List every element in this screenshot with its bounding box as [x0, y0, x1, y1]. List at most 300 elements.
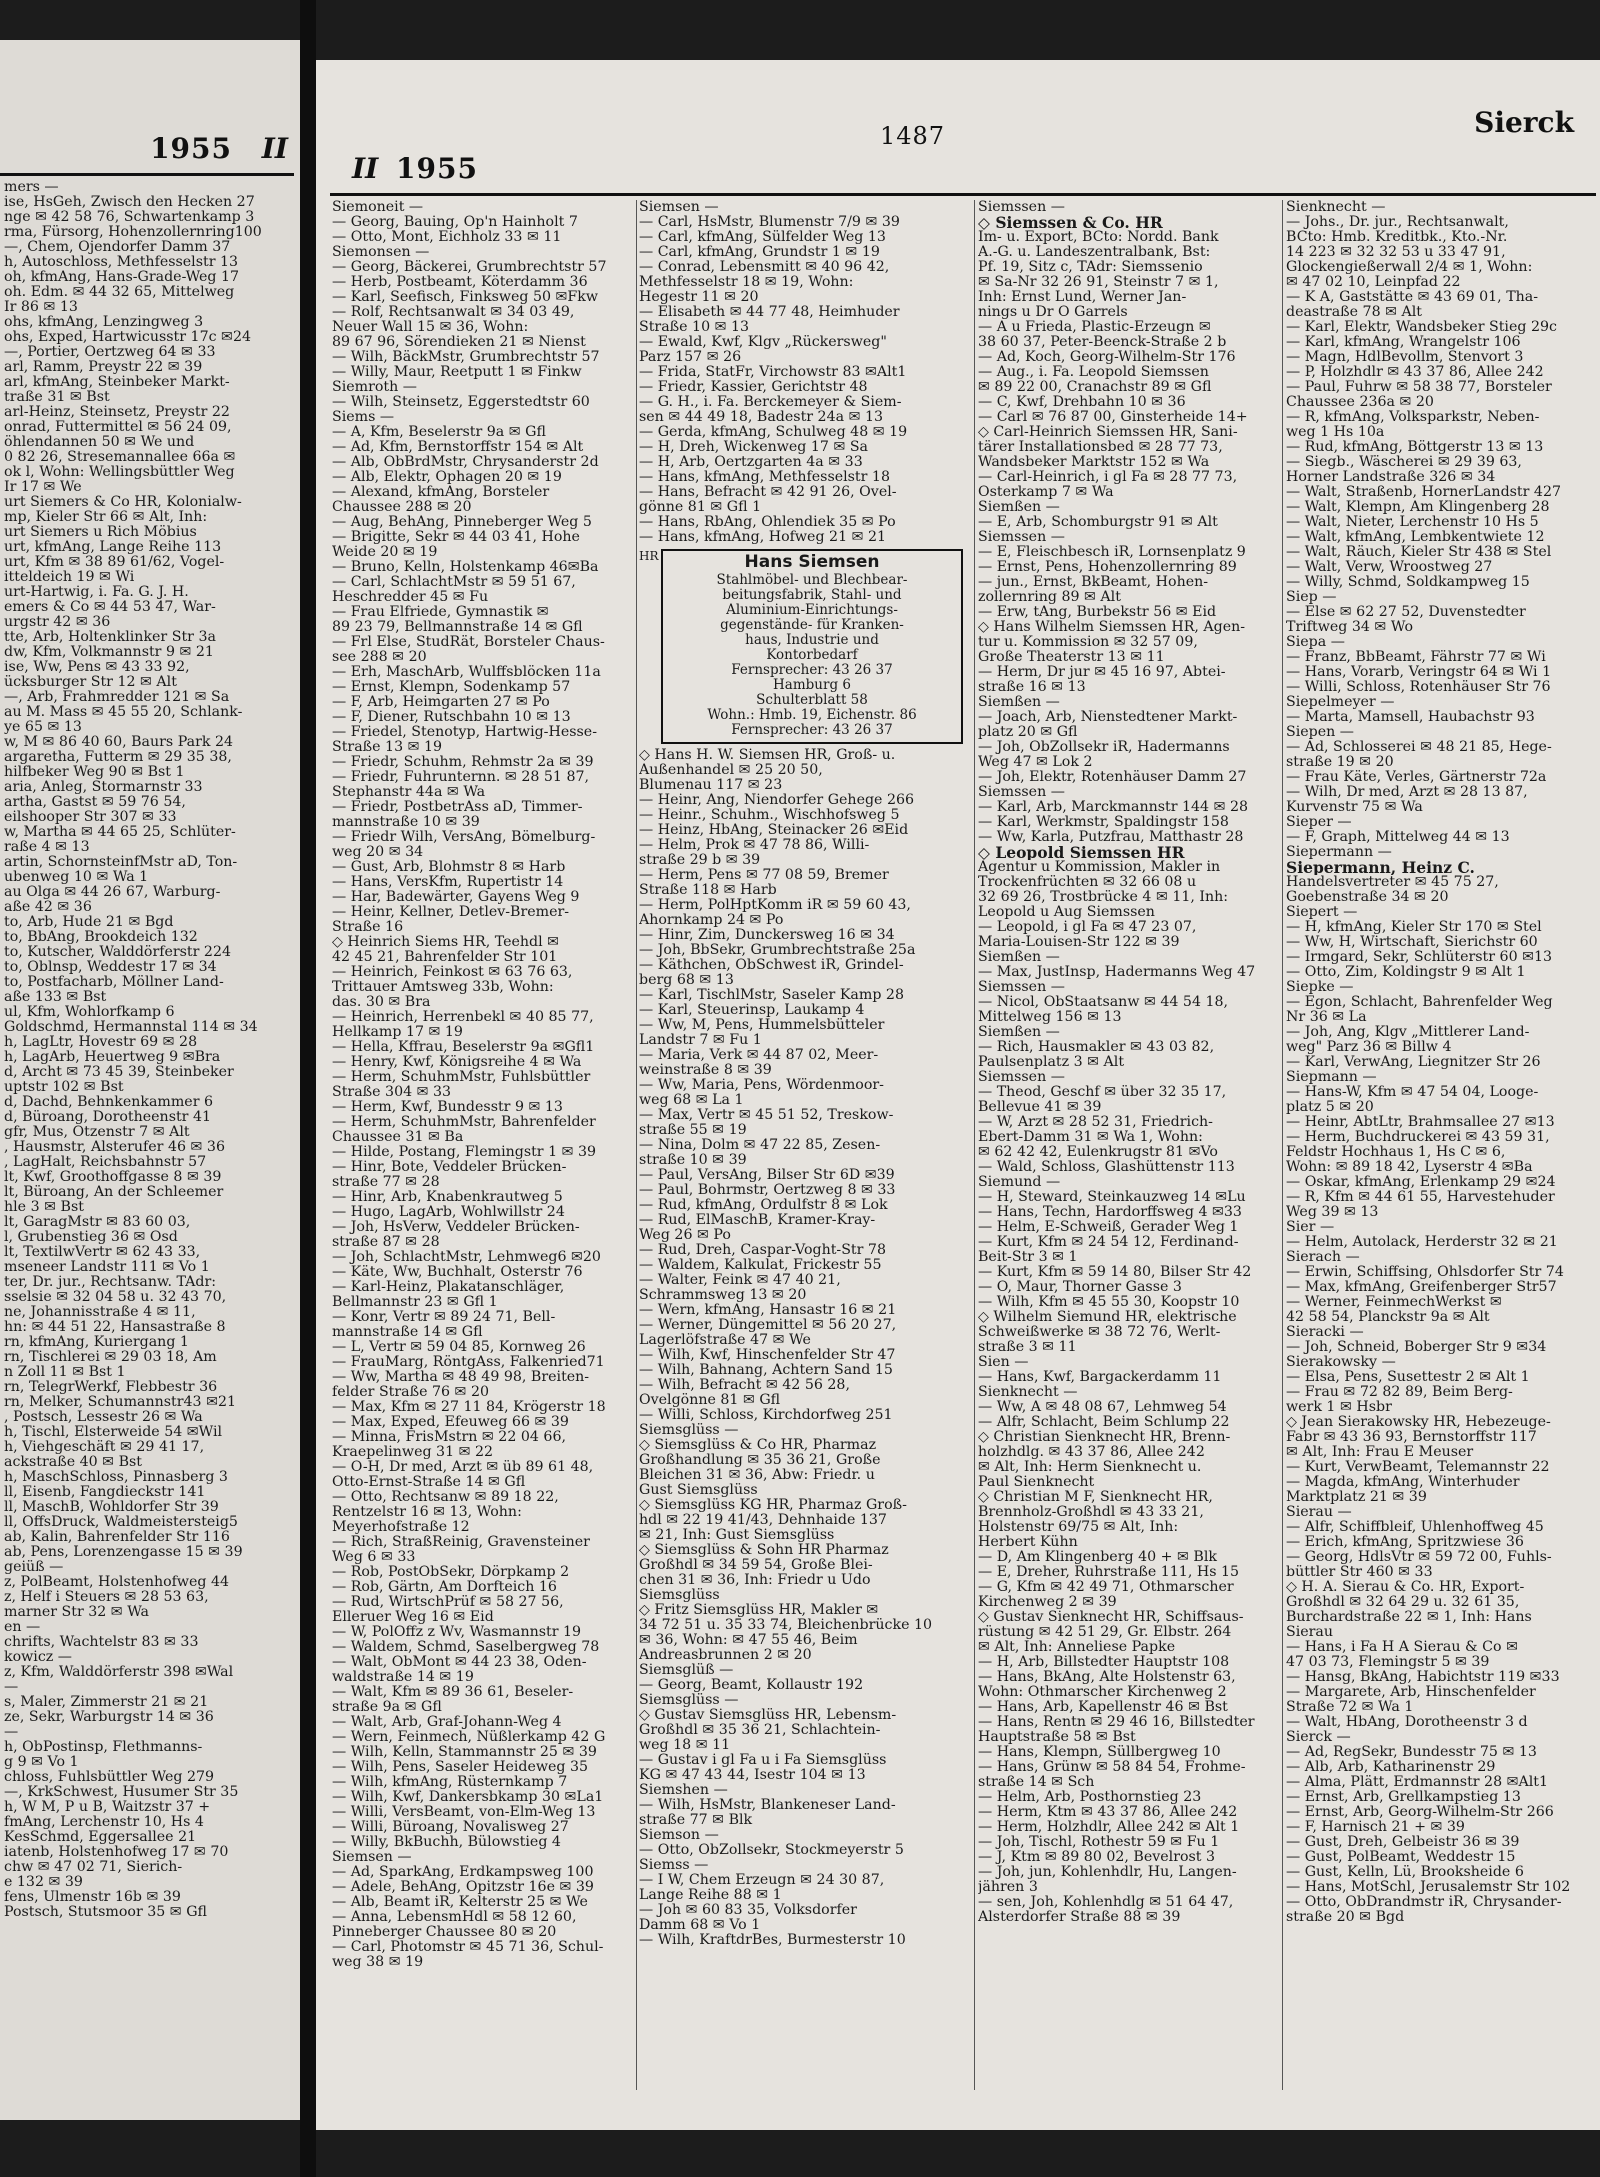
- directory-entry-line: sen ✉ 44 49 18, Badestr 24a ✉ 13: [639, 410, 884, 425]
- directory-entry-line: mp, Kieler Str 66 ✉ Alt, Inh:: [4, 510, 208, 525]
- directory-entry-line: — C, Kwf, Drehbahn 10 ✉ 36: [978, 395, 1186, 410]
- directory-entry-line: emers & Co ✉ 44 53 47, War-: [4, 600, 216, 615]
- directory-entry-line: Siemssen —: [978, 200, 1065, 215]
- directory-entry-line: platz 5 ✉ 20: [1286, 1100, 1374, 1115]
- directory-entry-line: das. 30 ✉ Bra: [332, 995, 431, 1010]
- directory-entry-line: — Joach, Arb, Nienstedtener Markt-: [978, 710, 1238, 725]
- directory-entry-line: KG ✉ 47 43 44, Isestr 104 ✉ 13: [639, 1768, 866, 1783]
- directory-entry-line: — Karl, Elektr, Wandsbeker Stieg 29c: [1286, 320, 1557, 335]
- directory-entry-line: Große Theaterstr 13 ✉ 11: [978, 650, 1165, 665]
- directory-entry-line: Im- u. Export, BCto: Nordd. Bank: [978, 230, 1219, 245]
- right-header-year: 1955: [396, 152, 478, 185]
- directory-entry-line: hle 3 ✉ Bst: [4, 1200, 84, 1215]
- directory-entry-line: 89 67 96, Sörendieken 21 ✉ Nienst: [332, 335, 586, 350]
- directory-entry-line: artin, SchornsteinfMstr aD, Ton-: [4, 855, 238, 870]
- directory-entry-line: Sien —: [978, 1355, 1029, 1370]
- directory-entry-line: — Max, Kfm ✉ 27 11 84, Krögerstr 18: [332, 1400, 606, 1415]
- directory-entry-line: Paulsenplatz 3 ✉ Alt: [978, 1055, 1125, 1070]
- directory-entry-line: — Hans, Klempn, Süllbergweg 10: [978, 1745, 1221, 1760]
- directory-entry-line: — H, Arb, Billstedter Hauptstr 108: [978, 1655, 1230, 1670]
- directory-entry-line: — O-H, Dr med, Arzt ✉ üb 89 61 48,: [332, 1460, 594, 1475]
- directory-entry-line: Goldschmd, Hermannstal 114 ✉ 34: [4, 1020, 258, 1035]
- directory-entry-line: Triftweg 34 ✉ Wo: [1286, 620, 1413, 635]
- directory-entry-line: — Heinr., Schuhm., Wischhofsweg 5: [639, 808, 900, 823]
- directory-entry-line: — Wilh, Dr med, Arzt ✉ 28 13 87,: [1286, 785, 1528, 800]
- directory-entry-line: sselsie ✉ 32 04 58 u. 32 43 70,: [4, 1290, 227, 1305]
- directory-entry-line: — Käte, Ww, Buchhalt, Osterstr 76: [332, 1265, 583, 1280]
- directory-entry-line: ◇ Siemsglüss & Co HR, Pharmaz: [639, 1438, 877, 1453]
- directory-entry-line: — Otto, ObDrandmstr iR, Chrysander-: [1286, 1895, 1562, 1910]
- directory-entry-line: — Joh, jun, Kohlenhdlr, Hu, Langen-: [978, 1865, 1237, 1880]
- directory-entry-line: — Ewald, Kwf, Klgv „Rückersweg": [639, 335, 887, 350]
- directory-entry-line: w, Martha ✉ 44 65 25, Schlüter-: [4, 825, 236, 840]
- directory-entry-line: hdl ✉ 22 19 41/43, Dehnhaide 137: [639, 1513, 887, 1528]
- directory-entry-line: — Kurt, VerwBeamt, Telemannstr 22: [1286, 1460, 1550, 1475]
- directory-entry-line: — Wilh, KraftdrBes, Burmesterstr 10: [639, 1933, 906, 1948]
- directory-entry-line: — Frau Elfriede, Gymnastik ✉: [332, 605, 549, 620]
- directory-entry-line: ab, Pens, Lorenzengasse 15 ✉ 39: [4, 1545, 243, 1560]
- directory-entry-line: d, Archt ✉ 73 45 39, Steinbeker: [4, 1065, 234, 1080]
- directory-entry-line: urt Siemers & Co HR, Kolonialw-: [4, 495, 242, 510]
- directory-entry-line: straße 29 b ✉ 39: [639, 853, 761, 868]
- directory-entry-line: z, Helf i Steuers ✉ 28 53 63,: [4, 1590, 209, 1605]
- directory-entry-line: — Paul, Fuhrw ✉ 58 38 77, Borsteler: [1286, 380, 1552, 395]
- directory-entry-line: — Friedr Wilh, VersAng, Bömelburg-: [332, 830, 596, 845]
- directory-entry-line: ok l, Wohn: Wellingsbüttler Weg: [4, 465, 235, 480]
- directory-entry-line: — Magda, kfmAng, Winterhuder: [1286, 1475, 1520, 1490]
- directory-entry-line: Siepke —: [1286, 980, 1354, 995]
- directory-entry-line: traße 31 ✉ Bst: [4, 390, 110, 405]
- directory-entry-line: — Karl, Seefisch, Finksweg 50 ✉Fkw: [332, 290, 599, 305]
- directory-entry-line: — Georg, HdlsVtr ✉ 59 72 00, Fuhls-: [1286, 1550, 1552, 1565]
- directory-entry-line: Kirchenweg 2 ✉ 39: [978, 1595, 1117, 1610]
- directory-entry-line: Inh: Ernst Lund, Werner Jan-: [978, 290, 1187, 305]
- directory-entry-line: Wohn: ✉ 89 18 42, Lyserstr 4 ✉Ba: [1286, 1160, 1533, 1175]
- directory-entry-line: A.-G. u. Landeszentralbank, Bst:: [978, 245, 1211, 260]
- directory-entry-line: geiüß —: [4, 1560, 64, 1575]
- directory-entry-line: — Max, Vertr ✉ 45 51 52, Treskow-: [639, 1108, 894, 1123]
- directory-entry-line: straße 10 ✉ 39: [639, 1153, 747, 1168]
- directory-entry-line: — Friedr, PostbetrAss aD, Timmer-: [332, 800, 583, 815]
- directory-entry-line: ✉ Alt, Inh: Herm Sienknecht u.: [978, 1460, 1202, 1475]
- directory-entry-line: w, M ✉ 86 40 60, Baurs Park 24: [4, 735, 234, 750]
- directory-entry-line: — Alb, ObBrdMstr, Chrysanderstr 2d: [332, 455, 599, 470]
- directory-entry-line: — Joh, Schneid, Boberger Str 9 ✉34: [1286, 1340, 1547, 1355]
- directory-entry-line: Agentur u Kommission, Makler in: [978, 860, 1221, 875]
- directory-entry-line: — Wilh, kfmAng, Rüsternkamp 7: [332, 1775, 568, 1790]
- directory-entry-line: Großhandlung ✉ 35 36 21, Große: [639, 1453, 881, 1468]
- directory-entry-line: — Hilde, Postang, Flemingstr 1 ✉ 39: [332, 1145, 597, 1160]
- directory-entry-line: ◇ Jean Sierakowsky HR, Hebezeuge-: [1286, 1415, 1551, 1430]
- directory-entry-line: tärer Installationsbed ✉ 28 77 73,: [978, 440, 1223, 455]
- directory-entry-line: — Gustav i gl Fa u i Fa Siemsglüss: [639, 1753, 887, 1768]
- directory-entry-line: — Walt, Kfm ✉ 89 36 61, Beseler-: [332, 1685, 574, 1700]
- directory-entry-line: — Joh, BbSekr, Grumbrechtstraße 25a: [639, 943, 916, 958]
- directory-entry-line: — Har, Badewärter, Gayens Weg 9: [332, 890, 580, 905]
- directory-entry-line: — Heinrich, Feinkost ✉ 63 76 63,: [332, 965, 573, 980]
- directory-entry-line: 47 03 73, Flemingstr 5 ✉ 39: [1286, 1655, 1490, 1670]
- directory-entry-line: mseneer Landstr 111 ✉ Vo 1: [4, 1260, 210, 1275]
- directory-entry-line: — Erwin, Schiffsing, Ohlsdorfer Str 74: [1286, 1265, 1564, 1280]
- directory-entry-line: straße 20 ✉ Bgd: [1286, 1910, 1405, 1925]
- directory-entry-line: Nr 36 ✉ La: [1286, 1010, 1367, 1025]
- directory-entry-line: —: [4, 1680, 19, 1695]
- directory-entry-line: — Walt, ObMont ✉ 44 23 38, Oden-: [332, 1655, 587, 1670]
- directory-entry-line: urt-Hartwig, i. Fa. G. J. H.: [4, 585, 189, 600]
- directory-entry-line: nge ✉ 42 58 76, Schwartenkamp 3: [4, 210, 255, 225]
- directory-entry-line: ✉ 47 02 10, Leinpfad 22: [1286, 275, 1461, 290]
- directory-entry-line: — Elsa, Pens, Susettestr 2 ✉ Alt 1: [1286, 1370, 1530, 1385]
- directory-entry-line: — Anna, LebensmHdl ✉ 58 12 60,: [332, 1910, 577, 1925]
- directory-entry-line: artha, Gastst ✉ 59 76 54,: [4, 795, 186, 810]
- right-header-part: II: [352, 152, 379, 185]
- directory-entry-line: ll, OffsDruck, Waldmeistersteig5: [4, 1515, 238, 1530]
- directory-entry-line: öhlendannen 50 ✉ We und: [4, 435, 195, 450]
- directory-entry-line: — Herm, Ktm ✉ 43 37 86, Allee 242: [978, 1805, 1238, 1820]
- directory-entry-line: zollernring 89 ✉ Alt: [978, 590, 1121, 605]
- directory-entry-line: Osterkamp 7 ✉ Wa: [978, 485, 1114, 500]
- directory-entry-line: Bleichen 31 ✉ 36, Abw: Friedr. u: [639, 1468, 875, 1483]
- directory-entry-line: arl, Ramm, Preystr 22 ✉ 39: [4, 360, 203, 375]
- directory-entry-line: Otto-Ernst-Straße 14 ✉ Gfl: [332, 1475, 526, 1490]
- running-head: Sierck: [1474, 106, 1574, 139]
- directory-entry-line: ◇ Christian M F, Sienknecht HR,: [978, 1490, 1213, 1505]
- directory-entry-line: —, Arb, Frahmredder 121 ✉ Sa: [4, 690, 230, 705]
- directory-entry-line: weg 1 Hs 10a: [1286, 425, 1385, 440]
- directory-entry-line: — W, PolOffz z Wv, Wasmannstr 19: [332, 1625, 582, 1640]
- directory-entry-line: haus, Industrie und: [745, 632, 879, 648]
- directory-entry-line: Schweißwerke ✉ 38 72 76, Werlt-: [978, 1325, 1221, 1340]
- directory-entry-line: lt, Büroang, An der Schleemer: [4, 1185, 224, 1200]
- directory-entry-line: — Heinr, Kellner, Detlev-Bremer-: [332, 905, 570, 920]
- directory-entry-line: straße 55 ✉ 19: [639, 1123, 747, 1138]
- directory-entry-line: to, Postfacharb, Möllner Land-: [4, 975, 224, 990]
- directory-entry-line: Siemßen —: [978, 950, 1060, 965]
- directory-entry-line: Kurvenstr 75 ✉ Wa: [1286, 800, 1423, 815]
- directory-entry-line: — Herb, Postbeamt, Köterdamm 36: [332, 275, 588, 290]
- directory-entry-line: — Hansg, BkAng, Habichtstr 119 ✉33: [1286, 1670, 1560, 1685]
- directory-entry-line: werk 1 ✉ Hsbr: [1286, 1400, 1392, 1415]
- directory-entry-line: au M. Mass ✉ 45 55 20, Schlank-: [4, 705, 243, 720]
- directory-entry-line: — Gust, Kelln, Lü, Brooksheide 6: [1286, 1865, 1524, 1880]
- directory-entry-line: ye 65 ✉ 13: [4, 720, 82, 735]
- directory-entry-line: felder Straße 76 ✉ 20: [332, 1385, 490, 1400]
- directory-entry-line: Siemssen —: [978, 980, 1065, 995]
- directory-entry-line: — Heinr, Ang, Niendorfer Gehege 266: [639, 793, 915, 808]
- directory-entry-line: h, W M, P u B, Waitzstr 37 +: [4, 1800, 211, 1815]
- directory-entry-line: — Siegb., Wäscherei ✉ 29 39 63,: [1286, 455, 1522, 470]
- directory-entry-line: — Ww, Martha ✉ 48 49 98, Breiten-: [332, 1370, 590, 1385]
- directory-entry-line: Straße 13 ✉ 19: [332, 740, 443, 755]
- directory-entry-line: arl, kfmAng, Steinbeker Markt-: [4, 375, 230, 390]
- directory-entry-line: Außenhandel ✉ 25 20 50,: [639, 763, 823, 778]
- directory-entry-line: — Willy, BkBuchh, Bülowstieg 4: [332, 1835, 561, 1850]
- directory-entry-line: — Wilh, Kwf, Hinschenfelder Str 47: [639, 1348, 896, 1363]
- directory-entry-line: urgstr 42 ✉ 36: [4, 615, 111, 630]
- directory-entry-line: Alsterdorfer Straße 88 ✉ 39: [978, 1910, 1181, 1925]
- directory-entry-line: — G, Kfm ✉ 42 49 71, Othmarscher: [978, 1580, 1234, 1595]
- directory-entry-line: Meyerhofstraße 12: [332, 1520, 470, 1535]
- directory-entry-line: Kraepelinweg 31 ✉ 22: [332, 1445, 494, 1460]
- directory-entry-line: Hellkamp 17 ✉ 19: [332, 1025, 463, 1040]
- directory-entry-line: — Ww, Maria, Pens, Wördenmoor-: [639, 1078, 884, 1093]
- directory-entry-line: gönne 81 ✉ Gfl 1: [639, 500, 762, 515]
- directory-entry-line: — Carl, SchlachtMstr ✉ 59 51 67,: [332, 575, 576, 590]
- directory-entry-line: see 288 ✉ 20: [332, 650, 427, 665]
- directory-entry-line: — Konr, Vertr ✉ 89 24 71, Bell-: [332, 1310, 556, 1325]
- directory-entry-line: — Alexand, kfmAng, Borsteler: [332, 485, 550, 500]
- directory-entry-line: —: [4, 1725, 19, 1740]
- directory-entry-line: Rentzelstr 16 ✉ 13, Wohn:: [332, 1505, 522, 1520]
- directory-entry-line: Fernsprecher: 43 26 37: [731, 722, 893, 738]
- directory-entry-line: — Hans, Vorarb, Veringstr 64 ✉ Wi 1: [1286, 665, 1552, 680]
- directory-entry-line: — Walt, HbAng, Dorotheenstr 3 d: [1286, 1715, 1528, 1730]
- directory-entry-line: — Karl, Arb, Marckmannstr 144 ✉ 28: [978, 800, 1249, 815]
- directory-entry-line: Siemssen —: [978, 530, 1065, 545]
- directory-entry-line: — Rud, ElMaschB, Kramer-Kray-: [639, 1213, 876, 1228]
- directory-entry-line: Wohn: Othmarscher Kirchenweg 2: [978, 1685, 1227, 1700]
- directory-entry-line: ◇ Gustav Siemsglüss HR, Lebensm-: [639, 1708, 897, 1723]
- directory-entry-line: — Max, Exped, Efeuweg 66 ✉ 39: [332, 1415, 569, 1430]
- directory-entry-line: ul, Kfm, Wohlorfkamp 6: [4, 1005, 175, 1020]
- directory-entry-line: — Käthchen, ObSchwest iR, Grindel-: [639, 958, 904, 973]
- directory-entry-line: — Ww, H, Wirtschaft, Sierichstr 60: [1286, 935, 1538, 950]
- directory-entry-line: KesSchmd, Eggersallee 21: [4, 1830, 197, 1845]
- directory-entry-line: Postsch, Stutsmoor 35 ✉ Gfl: [4, 1905, 208, 1920]
- directory-entry-line: argaretha, Futterm ✉ 29 35 38,: [4, 750, 232, 765]
- directory-entry-line: — L, Vertr ✉ 59 04 85, Kornweg 26: [332, 1340, 586, 1355]
- directory-entry-line: ✉ 62 42 42, Eulenkrugstr 81 ✉Vo: [978, 1145, 1218, 1160]
- directory-entry-line: weg 38 ✉ 19: [332, 1955, 424, 1970]
- directory-entry-line: — Heinrich, Herrenbekl ✉ 40 85 77,: [332, 1010, 594, 1025]
- directory-entry-line: — Willi, Schloss, Rotenhäuser Str 76: [1286, 680, 1551, 695]
- directory-entry-line: — Rud, WirtschPrüf ✉ 58 27 56,: [332, 1595, 564, 1610]
- directory-entry-line: 89 23 79, Bellmannstraße 14 ✉ Gfl: [332, 620, 583, 635]
- left-header-part: II: [261, 132, 288, 165]
- directory-entry-line: — Herm, Pens ✉ 77 08 59, Bremer: [639, 868, 889, 883]
- directory-entry-line: Sierach —: [1286, 1250, 1360, 1265]
- directory-entry-line: Feldstr Hochhaus 1, Hs C ✉ 6,: [1286, 1145, 1506, 1160]
- directory-entry-line: Siemsglüss: [639, 1588, 720, 1603]
- directory-entry-line: dw, Kfm, Volkmannstr 9 ✉ 21: [4, 645, 214, 660]
- directory-entry-line: — Herm, SchuhmMstr, Fuhlsbüttler: [332, 1070, 591, 1085]
- directory-entry-line: Siepa —: [1286, 635, 1345, 650]
- directory-entry-line: — Gerda, kfmAng, Schulweg 48 ✉ 19: [639, 425, 908, 440]
- directory-entry-line: — Hella, Kffrau, Beselerstr 9a ✉Gfl1: [332, 1040, 595, 1055]
- directory-entry-line: ackstraße 40 ✉ Bst: [4, 1455, 142, 1470]
- directory-entry-line: Chaussee 31 ✉ Ba: [332, 1130, 464, 1145]
- directory-entry-line: — Georg, Bauing, Op'n Hainholt 7: [332, 215, 578, 230]
- directory-entry-line: — Willi, Schloss, Kirchdorfweg 251: [639, 1408, 893, 1423]
- directory-entry-line: aße 42 ✉ 36: [4, 900, 92, 915]
- directory-entry-line: 0 82 26, Stresemannallee 66a ✉: [4, 450, 236, 465]
- directory-entry-line: Siep —: [1286, 590, 1337, 605]
- directory-entry-line: — Walt, kfmAng, Lembkentwiete 12: [1286, 530, 1545, 545]
- directory-entry-line: — Maria, Verk ✉ 44 87 02, Meer-: [639, 1048, 879, 1063]
- directory-entry-line: ise, HsGeh, Zwisch den Hecken 27: [4, 195, 255, 210]
- directory-entry-line: itteldeich 19 ✉ Wi: [4, 570, 135, 585]
- directory-entry-line: ücksburger Str 12 ✉ Alt: [4, 675, 177, 690]
- directory-entry-line: Pinneberger Chaussee 80 ✉ 20: [332, 1925, 557, 1940]
- directory-entry-line: ✉ Sa-Nr 32 26 91, Steinstr 7 ✉ 1,: [978, 275, 1219, 290]
- directory-entry-line: — Joh, Tischl, Rothestr 59 ✉ Fu 1: [978, 1835, 1220, 1850]
- directory-entry-line: ◇ Siemsglüss & Sohn HR Pharmaz: [639, 1543, 889, 1558]
- directory-entry-line: — Ernst, Pens, Hohenzollernring 89: [978, 560, 1237, 575]
- directory-entry-line: — Helm, Arb, Posthornstieg 23: [978, 1790, 1202, 1805]
- directory-entry-line: — Karl, Steuerinsp, Laukamp 4: [639, 1003, 865, 1018]
- directory-entry-line: straße 3 ✉ 11: [978, 1340, 1077, 1355]
- directory-entry-line: n Zoll 11 ✉ Bst 1: [4, 1365, 126, 1380]
- directory-entry-line: BCto: Hmb. Kreditbk., Kto.-Nr.: [1286, 230, 1508, 245]
- directory-entry-line: — Elisabeth ✉ 44 77 48, Heimhuder: [639, 305, 900, 320]
- directory-entry-line: arl-Heinz, Steinsetz, Preystr 22: [4, 405, 230, 420]
- directory-entry-line: — W, Arzt ✉ 28 52 31, Friedrich-: [978, 1115, 1213, 1130]
- directory-entry-line: ab, Kalin, Bahrenfelder Str 116: [4, 1530, 230, 1545]
- directory-entry-line: Großhdl ✉ 35 36 21, Schlachtein-: [639, 1723, 881, 1738]
- directory-entry-line: Fabr ✉ 43 36 93, Bernstorffstr 117: [1286, 1430, 1537, 1445]
- directory-entry-line: — A u Frieda, Plastic-Erzeugn ✉: [978, 320, 1211, 335]
- column-divider: [974, 200, 975, 2090]
- directory-entry-line: — Erh, MaschArb, Wulffsblöcken 11a: [332, 665, 601, 680]
- directory-entry-line: — Walt, Klempn, Am Klingenberg 28: [1286, 500, 1550, 515]
- directory-entry-line: Großhdl ✉ 34 59 54, Große Blei-: [639, 1558, 873, 1573]
- directory-entry-line: Schulterblatt 58: [756, 692, 868, 708]
- directory-entry-line: Fernsprecher: 43 26 37: [731, 662, 893, 678]
- directory-entry-line: Sier —: [1286, 1220, 1335, 1235]
- directory-entry-line: Goebenstraße 34 ✉ 20: [1286, 890, 1449, 905]
- directory-entry-line: to, BbAng, Brookdeich 132: [4, 930, 198, 945]
- directory-entry-line: Siemßen —: [978, 500, 1060, 515]
- directory-entry-line: ◇ Hans Wilhelm Siemssen HR, Agen-: [978, 620, 1246, 635]
- directory-entry-line: Siemshen —: [639, 1783, 728, 1798]
- directory-entry-line: — J, Ktm ✉ 89 80 02, Bevelrost 3: [978, 1850, 1216, 1865]
- directory-entry-line: Siepelmeyer —: [1286, 695, 1395, 710]
- ad-title: Hans Siemsen: [744, 552, 880, 572]
- directory-entry-line: — K A, Gaststätte ✉ 43 69 01, Tha-: [1286, 290, 1539, 305]
- directory-entry-line: — Gust, PolBeamt, Weddestr 15: [1286, 1850, 1516, 1865]
- directory-entry-line: — Ad, Koch, Georg-Wilhelm-Str 176: [978, 350, 1236, 365]
- directory-entry-line: Wohn.: Hmb. 19, Eichenstr. 86: [707, 707, 917, 723]
- directory-entry-line: tur u. Kommission ✉ 32 57 09,: [978, 635, 1198, 650]
- directory-entry-line: — Werner, Düngemittel ✉ 56 20 27,: [639, 1318, 897, 1333]
- directory-entry-line: jähren 3: [978, 1880, 1038, 1895]
- directory-entry-line: — E, Arb, Schomburgstr 91 ✉ Alt: [978, 515, 1218, 530]
- directory-entry-line: Sierakowsky —: [1286, 1355, 1396, 1370]
- directory-entry-line: — Werner, FeinmechWerkst ✉: [1286, 1295, 1502, 1310]
- directory-entry-line: — Alb, Elektr, Ophagen 20 ✉ 19: [332, 470, 562, 485]
- directory-entry-line: holzhdlg. ✉ 43 37 86, Allee 242: [978, 1445, 1205, 1460]
- directory-entry-line: — Heinr, AbtLtr, Brahmsallee 27 ✉13: [1286, 1115, 1555, 1130]
- directory-entry-line: — E, Dreher, Ruhrstraße 111, Hs 15: [978, 1565, 1240, 1580]
- directory-entry-line: to, Kutscher, Walddörferstr 224: [4, 945, 232, 960]
- directory-entry-line: — Gust, Arb, Blohmstr 8 ✉ Harb: [332, 860, 566, 875]
- directory-entry-line: — Willi, Büroang, Novalisweg 27: [332, 1820, 569, 1835]
- directory-column-1: [332, 200, 632, 2100]
- directory-entry-line: deastraße 78 ✉ Alt: [1286, 305, 1422, 320]
- directory-entry-line: Wandsbeker Marktstr 152 ✉ Wa: [978, 455, 1210, 470]
- directory-entry-line: waldstraße 14 ✉ 19: [332, 1670, 474, 1685]
- directory-entry-line: Siemssen —: [978, 785, 1065, 800]
- directory-entry-line: — Wilh, BäckMstr, Grumbrechtstr 57: [332, 350, 600, 365]
- directory-entry-line: — Alfr, Schiffbleif, Uhlenhoffweg 45: [1286, 1520, 1544, 1535]
- directory-entry-line: Sierck —: [1286, 1730, 1351, 1745]
- directory-entry-line: hilfbeker Weg 90 ✉ Bst 1: [4, 765, 185, 780]
- directory-entry-line: Methfesselstr 18 ✉ 19, Wohn:: [639, 275, 854, 290]
- directory-entry-line: — H, Arb, Oertzgarten 4a ✉ 33: [639, 455, 863, 470]
- directory-entry-line: ◇ Carl-Heinrich Siemssen HR, Sani-: [978, 425, 1238, 440]
- directory-entry-line: Parz 157 ✉ 26: [639, 350, 742, 365]
- directory-entry-line: Ir 17 ✉ We: [4, 480, 82, 495]
- directory-entry-line: , LagHalt, Reichsbahnstr 57: [4, 1155, 207, 1170]
- directory-entry-line: — Leopold, i gl Fa ✉ 47 23 07,: [978, 920, 1197, 935]
- directory-entry-line: Maria-Louisen-Str 122 ✉ 39: [978, 935, 1180, 950]
- directory-entry-line: Sierau: [1286, 1625, 1334, 1640]
- directory-entry-line: — Heinz, HbAng, Steinacker 26 ✉Eid: [639, 823, 909, 838]
- directory-entry-line: Chaussee 288 ✉ 20: [332, 500, 472, 515]
- directory-entry-line: rüstung ✉ 42 51 29, Gr. Elbstr. 264: [978, 1625, 1232, 1640]
- directory-entry-line: — Franz, BbBeamt, Fährstr 77 ✉ Wi: [1286, 650, 1546, 665]
- directory-entry-line: d, Büroang, Dorotheenstr 41: [4, 1110, 212, 1125]
- directory-entry-line: — Kurt, Kfm ✉ 24 54 12, Ferdinand-: [978, 1235, 1239, 1250]
- directory-column-4: [1286, 200, 1590, 2100]
- directory-entry-line: Ebert-Damm 31 ✉ Wa 1, Wohn:: [978, 1130, 1203, 1145]
- directory-entry-line: — D, Am Klingenberg 40 + ✉ Blk: [978, 1550, 1217, 1565]
- directory-entry-line: aria, Anleg, Stormarnstr 33: [4, 780, 203, 795]
- directory-entry-line: Weg 6 ✉ 33: [332, 1550, 416, 1565]
- directory-entry-line: Holstenstr 69/75 ✉ Alt, Inh:: [978, 1520, 1179, 1535]
- directory-entry-line: ter, Dr. jur., Rechtsanw. TAdr:: [4, 1275, 217, 1290]
- directory-entry-line: — Walt, Straßenb, HornerLandstr 427: [1286, 485, 1561, 500]
- directory-entry-line: Siemson —: [639, 1828, 719, 1843]
- directory-entry-line: — P, Holzhdlr ✉ 43 37 86, Allee 242: [1286, 365, 1544, 380]
- directory-entry-line: — Hans, Arb, Kapellenstr 46 ✉ Bst: [978, 1700, 1228, 1715]
- directory-entry-line: rn, Melker, Schumannstr43 ✉21: [4, 1395, 237, 1410]
- directory-entry-line: Siepen —: [1286, 725, 1354, 740]
- directory-entry-line: marner Str 32 ✉ Wa: [4, 1605, 149, 1620]
- directory-entry-line: straße 77 ✉ Blk: [639, 1813, 753, 1828]
- directory-entry-line: ohs, Exped, Hartwicusstr 17c ✉24: [4, 330, 251, 345]
- directory-entry-line: — Aug, BehAng, Pinneberger Weg 5: [332, 515, 592, 530]
- directory-entry-line: platz 20 ✉ Gfl: [978, 725, 1078, 740]
- directory-entry-line: — Hinr, Arb, Knabenkrautweg 5: [332, 1190, 563, 1205]
- directory-entry-line: — A, Kfm, Beselerstr 9a ✉ Gfl: [332, 425, 546, 440]
- directory-entry-line: — H, Dreh, Wickenweg 17 ✉ Sa: [639, 440, 869, 455]
- directory-entry-line: oh. Edm. ✉ 44 32 65, Mittelweg: [4, 285, 235, 300]
- directory-entry-line: en —: [4, 1620, 41, 1635]
- directory-entry-line: — Carl, kfmAng, Grundstr 1 ✉ 19: [639, 245, 880, 260]
- directory-column-2: [639, 200, 969, 2100]
- directory-entry-line: — Joh, Ang, Klgv „Mittlerer Land-: [1286, 1025, 1530, 1040]
- directory-entry-line: — Otto, Rechtsanw ✉ 89 18 22,: [332, 1490, 559, 1505]
- directory-entry-line: — Margarete, Arb, Hinschenfelder: [1286, 1685, 1536, 1700]
- left-header-year: 1955: [150, 132, 232, 165]
- directory-entry-line: ubenweg 10 ✉ Wa 1: [4, 870, 149, 885]
- directory-entry-line: h, ObPostinsp, Flethmanns-: [4, 1740, 203, 1755]
- directory-entry-line: aße 133 ✉ Bst: [4, 990, 107, 1005]
- directory-entry-line: — Hans, Kwf, Bargackerdamm 11: [978, 1370, 1222, 1385]
- directory-entry-line: 38 60 37, Peter-Beenck-Straße 2 b: [978, 335, 1227, 350]
- directory-entry-line: straße 16 ✉ 13: [978, 680, 1086, 695]
- directory-entry-line: — Carl, kfmAng, Sülfelder Weg 13: [639, 230, 886, 245]
- directory-entry-line: Damm 68 ✉ Vo 1: [639, 1918, 761, 1933]
- directory-entry-line: Heschredder 45 ✉ Fu: [332, 590, 489, 605]
- directory-entry-line: Elleruer Weg 16 ✉ Eid: [332, 1610, 494, 1625]
- left-page-column: [4, 180, 296, 2080]
- directory-entry-line: Siemsglüss —: [639, 1693, 739, 1708]
- directory-entry-line: 32 69 26, Trostbrücke 4 ✉ 11, Inh:: [978, 890, 1229, 905]
- directory-entry-line: ze, Sekr, Warburgstr 14 ✉ 36: [4, 1710, 214, 1725]
- directory-entry-line: 34 72 51 u. 35 33 74, Bleichenbrücke 10: [639, 1618, 933, 1633]
